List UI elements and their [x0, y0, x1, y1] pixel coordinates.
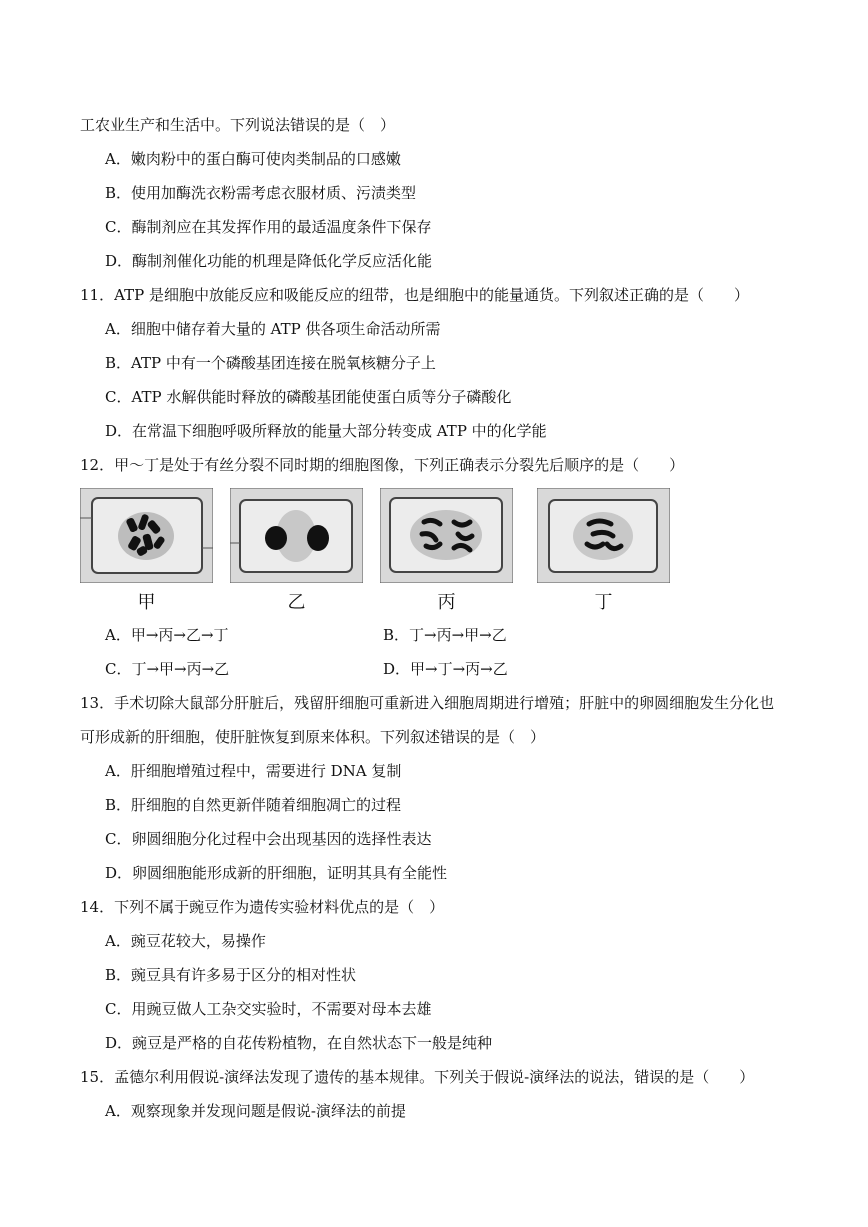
mitosis-figure-row: [80, 488, 680, 613]
q11-stem: 11．ATP 是细胞中放能反应和吸能反应的纽带，也是细胞中的能量通货。下列叙述正确的是（ ）: [80, 286, 749, 304]
figure-label-bing: 丙: [437, 592, 456, 613]
q10-option-a: A．嫩肉粉中的蛋白酶可使肉类制品的口感嫩: [105, 150, 401, 168]
q12-option-a: A．甲→丙→乙→丁: [105, 626, 229, 644]
q12-stem: 12．甲～丁是处于有丝分裂不同时期的细胞图像，下列正确表示分裂先后顺序的是（ ）: [80, 456, 685, 474]
q11-option-b: B．ATP 中有一个磷酸基团连接在脱氧核糖分子上: [105, 354, 436, 372]
q13-option-b: B．肝细胞的自然更新伴随着细胞凋亡的过程: [105, 796, 402, 814]
q13-option-a: A．肝细胞增殖过程中，需要进行 DNA 复制: [105, 762, 402, 780]
q12-option-c: C．丁→甲→丙→乙: [105, 660, 230, 678]
q13-option-d: D．卵圆细胞能形成新的肝细胞，证明其具有全能性: [105, 864, 448, 882]
cell-image-jia: [80, 488, 213, 613]
q14-option-d: D．豌豆是严格的自花传粉植物，在自然状态下一般是纯种: [105, 1034, 493, 1052]
q14-option-b: B．豌豆具有许多易于区分的相对性状: [105, 966, 357, 984]
q13-stem-line1: 13．手术切除大鼠部分肝脏后，残留肝细胞可重新进入细胞周期进行增殖；肝脏中的卵圆细胞发生分化也: [80, 694, 775, 712]
q10-option-b: B．使用加酶洗衣粉需考虑衣服材质、污渍类型: [105, 184, 417, 202]
q15-stem: 15．孟德尔利用假说-演绎法发现了遗传的基本规律。下列关于假说-演绎法的说法，错误的是（ ）: [80, 1068, 755, 1086]
figure-label-yi: 乙: [287, 592, 306, 613]
cell-image-yi: [230, 488, 363, 613]
q13-option-c: C．卵圆细胞分化过程中会出现基因的选择性表达: [105, 830, 432, 848]
cell-image-bing: [380, 488, 513, 613]
q10-option-c: C．酶制剂应在其发挥作用的最适温度条件下保存: [105, 218, 432, 236]
q10-stem-tail: 工农业生产和生活中。下列说法错误的是（ ）: [80, 116, 396, 134]
q12-option-d: D．甲→丁→丙→乙: [383, 660, 508, 678]
q14-option-c: C．用豌豆做人工杂交实验时，不需要对母本去雄: [105, 1000, 432, 1018]
q11-option-c: C．ATP 水解供能时释放的磷酸基团能使蛋白质等分子磷酸化: [105, 388, 512, 406]
q12-option-b: B．丁→丙→甲→乙: [383, 626, 507, 644]
cell-image-ding: [537, 488, 670, 613]
figure-label-ding: 丁: [594, 592, 613, 613]
q13-stem-line2: 可形成新的肝细胞，使肝脏恢复到原来体积。下列叙述错误的是（ ）: [80, 728, 546, 746]
q15-option-a: A．观察现象并发现问题是假说-演绎法的前提: [105, 1102, 406, 1120]
figure-label-jia: 甲: [137, 592, 156, 613]
q11-option-a: A．细胞中储存着大量的 ATP 供各项生命活动所需: [105, 320, 441, 338]
q14-stem: 14．下列不属于豌豆作为遗传实验材料优点的是（ ）: [80, 898, 445, 916]
q10-option-d: D．酶制剂催化功能的机理是降低化学反应活化能: [105, 252, 433, 270]
q11-option-d: D．在常温下细胞呼吸所释放的能量大部分转变成 ATP 中的化学能: [105, 422, 547, 440]
q14-option-a: A．豌豆花较大，易操作: [105, 932, 266, 950]
